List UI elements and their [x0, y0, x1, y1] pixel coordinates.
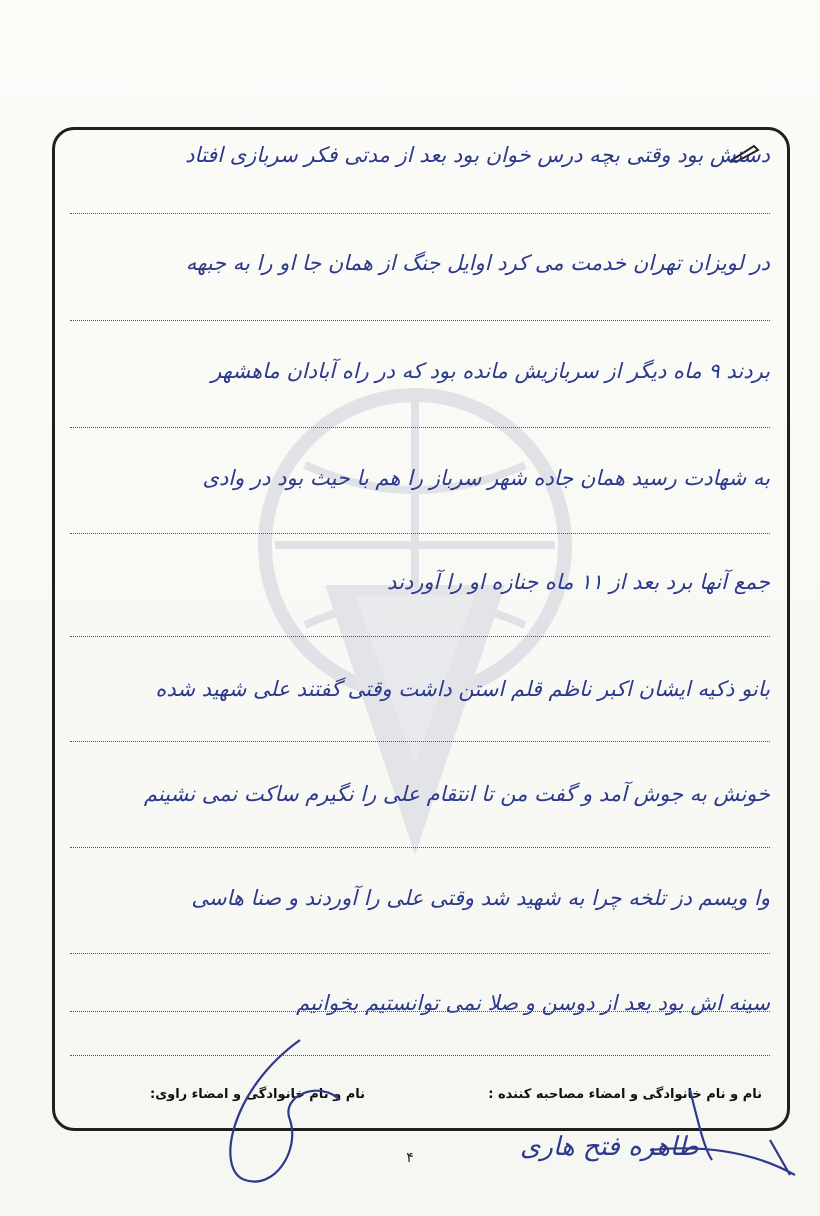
dotted-rule — [70, 427, 770, 428]
interviewer-signature-name: طاهره فتح هاری — [520, 1132, 699, 1162]
page-number: ۴ — [406, 1150, 414, 1166]
handwritten-line: به شهادت رسید همان جاده شهر سرباز را هم با حیث بود در وادی — [202, 466, 770, 490]
handwritten-line: خونش به جوش آمد و گفت من تا انتقام علی را نگیرم ساکت نمی نشینم — [143, 782, 770, 806]
handwritten-line: بانو ذکیه ایشان اکبر ناظم قلم استن داشت وقتی گفتند علی شهید شده — [155, 677, 770, 701]
dotted-rule — [70, 636, 770, 637]
dotted-rule — [70, 320, 770, 321]
dotted-rule — [70, 533, 770, 534]
dotted-rule — [70, 1055, 770, 1056]
dotted-rule — [70, 213, 770, 214]
handwritten-line: وا ویسم دز تلخه چرا به شهید شد وقتی علی را آوردند و صنا هاسی — [191, 886, 770, 910]
handwritten-line: بردند ۹ ماه دیگر از سربازیش مانده بود که در راه آبادان ماهشهر — [211, 359, 770, 383]
handwritten-line: در لویزان تهران خدمت می کرد اوایل جنگ از همان جا او را به جبهه — [185, 251, 770, 275]
interviewer-signature-label: نام و نام خانوادگی و امضاء مصاحبه کننده : — [488, 1087, 762, 1102]
dotted-rule — [70, 953, 770, 954]
narrator-signature-label: نام و نام خانوادگی و امضاء راوی: — [150, 1087, 365, 1102]
handwritten-line: سینه اش بود بعد از دوسن و صلا نمی توانستیم بخوانیم — [296, 991, 770, 1015]
handwritten-line: دستش بود وقتی بچه درس خوان بود بعد از مدتی فکر سربازی افتاد — [185, 143, 770, 167]
dotted-rule — [70, 1011, 770, 1012]
handwritten-line: جمع آنها برد بعد از ۱۱ ماه جنازه او را آوردند — [387, 570, 770, 594]
dotted-rule — [70, 847, 770, 848]
dotted-rule — [70, 741, 770, 742]
